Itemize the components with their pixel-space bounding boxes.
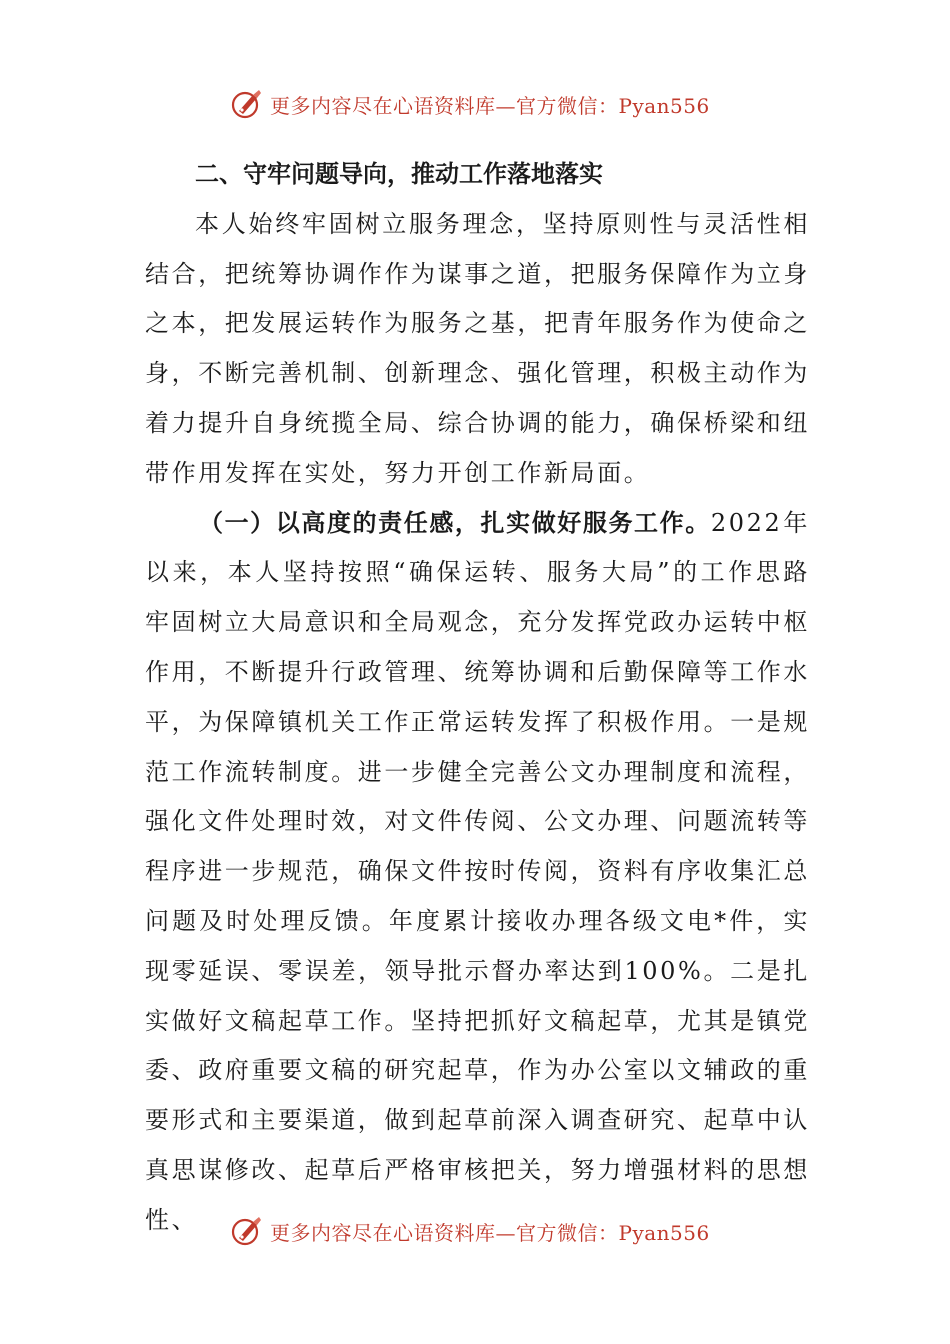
watermark-text: 更多内容尽在心语资料库—官方微信：Pyan556 bbox=[270, 1220, 710, 1245]
paragraph-service-body: 2022年以来，本人坚持按照“确保运转、服务大局”的工作思路牢固树立大局意识和全局观念，充分发挥党政办运转中枢作用，不断提升行政管理、统筹协调和后勤保障等工作水平，为保障镇机关工作正常运转发挥了积极作用。一是规范工作流转制度。进一步健全完善公文办理制度和流程，强化文件处理时效，对文件传阅、公文办理、问题流转等程序进一步规范，确保文件按时传阅，资料有序收集汇总问题及时处理反馈。年度累计接收办理各级文电*件，实现零延误、零误差，领导批示督办率达到100%。二是扎实做好文稿起草工作。坚持把抓好文稿起草，尤其是镇党委、政府重要文稿的研究起草，作为办公室以文辅政的重要形式和主要渠道，做到起草前深入调查研究、起草中认真思谋修改、起草后严格审核把关，努力增强材料的思想性、 bbox=[145, 508, 811, 1234]
footer-watermark-banner bbox=[230, 1211, 710, 1251]
header-watermark-banner bbox=[230, 84, 710, 124]
paragraph-service-work bbox=[145, 499, 810, 1246]
document-body bbox=[145, 150, 810, 1246]
subsection-heading: （一）以高度的责任感，扎实做好服务工作。 bbox=[199, 508, 711, 537]
paragraph-intro: 本人始终牢固树立服务理念，坚持原则性与灵活性相结合，把统筹协调作作为谋事之道，把服务保障作为立身之本，把发展运转作为服务之基，把青年服务作为使命之身，不断完善机制、创新理念、强化管理，积极主动作为着力提升自身统揽全局、综合协调的能力，确保桥梁和纽带作用发挥在实处，努力开创工作新局面。 bbox=[145, 209, 810, 487]
pen-seal-logo-icon bbox=[230, 87, 264, 121]
watermark-text: 更多内容尽在心语资料库—官方微信：Pyan556 bbox=[270, 93, 710, 118]
section-heading: 二、守牢问题导向，推动工作落地落实 bbox=[195, 160, 603, 188]
pen-seal-logo-icon bbox=[230, 1214, 264, 1248]
